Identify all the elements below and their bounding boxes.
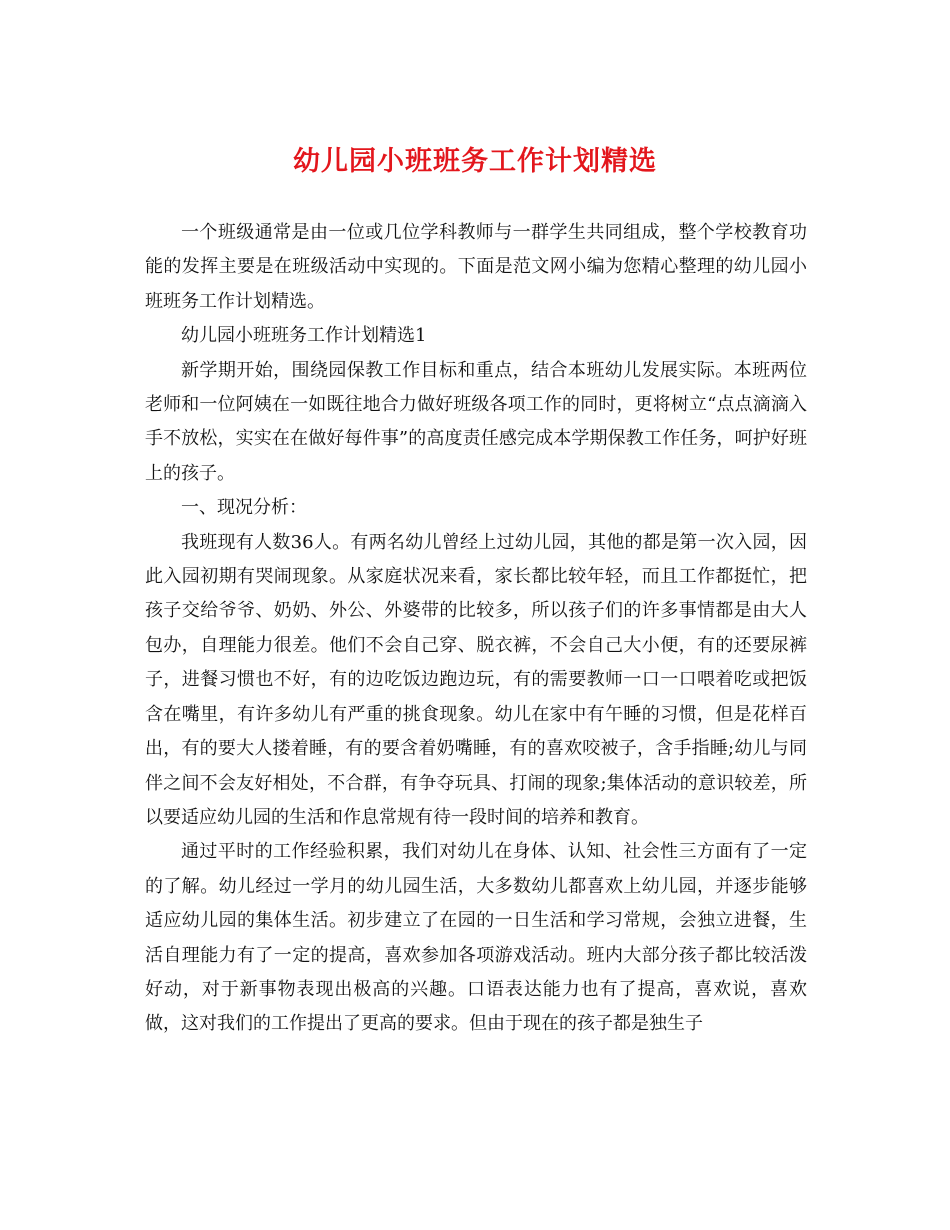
intro-paragraph: 一个班级通常是由一位或几位学科教师与一群学生共同组成，整个学校教育功能的发挥主要是在班级活动中实现的。下面是范文网小编为您精心整理的幼儿园小班班务工作计划精选。 — [145, 222, 807, 312]
section-heading-plan-1: 幼儿园小班班务工作计划精选1 — [181, 325, 427, 347]
body-paragraph: 新学期开始，围绕园保教工作目标和重点，结合本班幼儿发展实际。本班两位老师和一位阿姨在一如既往地合力做好班级各项工作的同时，更将树立“点点滴滴入手不放松，实实在在做好每件事”的高度责任感完成本学期保教工作任务，呵护好班上的孩子。 — [145, 359, 807, 484]
body-paragraph: 我班现有人数36人。有两名幼儿曾经上过幼儿园，其他的都是第一次入园，因此入园初期有哭闹现象。从家庭状况来看，家长都比较年轻，而且工作都挺忙，把孩子交给爷爷、奶奶、外公、外婆带的比较多，所以孩子们的许多事情都是由大人包办，自理能力很差。他们不会自己穿、脱衣裤，不会自己大小便，有的还要尿裤子，进餐习惯也不好，有的边吃饭边跑边玩，有的需要教师一口一口喂着吃或把饭含在嘴里，有许多幼儿有严重的挑食现象。幼儿在家中有午睡的习惯，但是花样百出，有的要大人搂着睡，有的要含着奶嘴睡，有的喜欢咬被子，含手指睡;幼儿与同伴之间不会友好相处，不合群，有争夺玩具、打闹的现象;集体活动的意识较差，所以要适应幼儿园的生活和作息常规有待一段时间的培养和教育。 — [145, 531, 807, 828]
document-body — [145, 216, 807, 1042]
section-heading-analysis: 一、现况分析： — [181, 497, 307, 519]
body-paragraph: 通过平时的工作经验积累，我们对幼儿在身体、认知、社会性三方面有了一定的了解。幼儿经过一学月的幼儿园生活，大多数幼儿都喜欢上幼儿园，并逐步能够适应幼儿园的集体生活。初步建立了在园的一日生活和学习常规，会独立进餐，生活自理能力有了一定的提高，喜欢参加各项游戏活动。班内大部分孩子都比较活泼好动，对于新事物表现出极高的兴趣。口语表达能力也有了提高，喜欢说，喜欢做，这对我们的工作提出了更高的要求。但由于现在的孩子都是独生子 — [145, 841, 807, 1035]
document-title: 幼儿园小班班务工作计划精选 — [293, 146, 657, 177]
